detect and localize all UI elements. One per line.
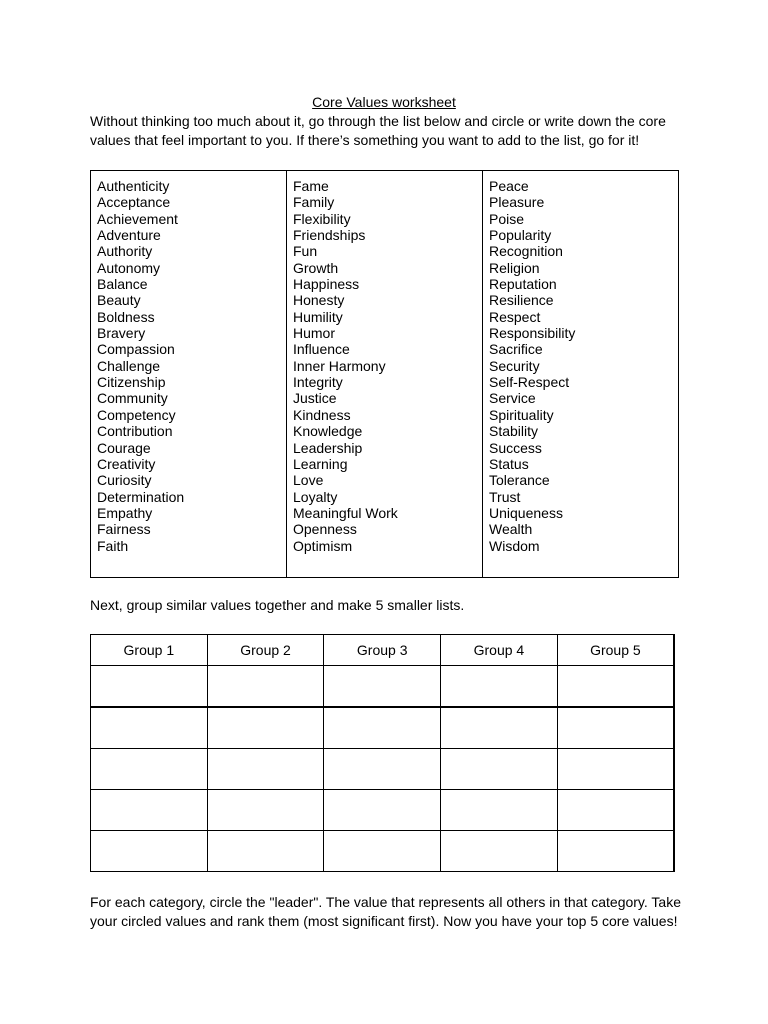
core-value-item[interactable]: Learning (293, 455, 348, 472)
core-value-item[interactable]: Reputation (489, 276, 557, 293)
core-value-item[interactable]: Family (293, 194, 335, 211)
values-list-1 (97, 178, 280, 554)
core-value-item[interactable]: Trust (489, 488, 521, 505)
group-cell[interactable] (441, 707, 558, 749)
group-cell[interactable] (557, 666, 674, 708)
group-row (91, 707, 675, 749)
groups-table (90, 634, 675, 872)
core-value-item[interactable]: Loyalty (293, 488, 338, 505)
group-cell[interactable] (557, 749, 674, 790)
core-value-item[interactable]: Inner Harmony (293, 357, 386, 374)
group-header: Group 1 (91, 635, 208, 666)
core-value-item[interactable]: Bravery (97, 325, 146, 342)
core-value-item[interactable]: Spirituality (489, 406, 554, 423)
core-value-item[interactable]: Determination (97, 488, 185, 505)
core-value-item[interactable]: Wealth (489, 521, 533, 538)
core-value-item[interactable]: Challenge (97, 357, 161, 374)
group-cell[interactable] (441, 831, 558, 872)
core-value-item[interactable]: Responsibility (489, 325, 576, 342)
core-value-item[interactable]: Success (489, 439, 542, 456)
values-list-3 (489, 178, 672, 554)
core-value-item[interactable]: Balance (97, 276, 148, 293)
core-value-item[interactable]: Status (489, 455, 529, 472)
core-value-item[interactable]: Curiosity (97, 472, 152, 489)
group-cell[interactable] (324, 831, 441, 872)
group-cell[interactable] (324, 749, 441, 790)
core-value-item[interactable]: Kindness (293, 406, 351, 423)
core-value-item[interactable]: Happiness (293, 276, 360, 293)
group-row (91, 831, 675, 872)
core-value-item[interactable]: Achievement (97, 210, 178, 227)
group-cell[interactable] (91, 666, 208, 708)
group-cell[interactable] (207, 749, 324, 790)
core-values-table (90, 170, 679, 578)
group-cell[interactable] (441, 749, 558, 790)
core-value-item[interactable]: Security (489, 357, 540, 374)
core-value-item[interactable]: Sacrifice (489, 341, 543, 358)
core-value-item[interactable]: Autonomy (97, 259, 161, 276)
core-value-item[interactable]: Authenticity (97, 178, 170, 194)
group-cell[interactable] (441, 666, 558, 708)
values-row (91, 171, 679, 578)
group-cell[interactable] (207, 790, 324, 831)
core-value-item[interactable]: Fairness (97, 521, 151, 538)
group-cell[interactable] (91, 790, 208, 831)
core-value-item[interactable]: Flexibility (293, 210, 351, 227)
intro-text: Without thinking too much about it, go through the list below and circle or write down the core values that feel important to you. If there’s something you want to add to the list, go for it! (90, 113, 666, 148)
core-value-item[interactable]: Popularity (489, 227, 552, 244)
group-cell[interactable] (91, 831, 208, 872)
core-value-item[interactable]: Tolerance (489, 472, 550, 489)
core-value-item[interactable]: Authority (97, 243, 153, 260)
core-value-item[interactable]: Influence (293, 341, 350, 358)
page-title: Core Values worksheet (312, 94, 456, 110)
group-cell[interactable] (557, 831, 674, 872)
core-value-item[interactable]: Courage (97, 439, 151, 456)
values-column-1 (91, 171, 287, 578)
core-value-item[interactable]: Compassion (97, 341, 175, 358)
core-value-item[interactable]: Growth (293, 259, 339, 276)
core-value-item[interactable]: Justice (293, 390, 337, 407)
group-cell[interactable] (91, 707, 208, 749)
values-list-2 (293, 178, 476, 554)
group-header: Group 4 (441, 635, 558, 666)
group-row (91, 666, 675, 708)
core-value-item[interactable]: Adventure (97, 227, 161, 244)
group-cell[interactable] (324, 790, 441, 831)
core-value-item[interactable]: Uniqueness (489, 504, 563, 521)
core-value-item[interactable]: Humor (293, 325, 336, 342)
group-cell[interactable] (207, 666, 324, 708)
core-value-item[interactable]: Fame (293, 178, 329, 194)
group-row (91, 749, 675, 790)
core-value-item[interactable]: Citizenship (97, 374, 166, 391)
core-value-item[interactable]: Service (489, 390, 536, 407)
outro-text: For each category, circle the "leader". The value that represents all others in that category. Take your circled values and rank them (most significant first). Now you have your top 5 core values! (90, 894, 681, 929)
group-instruction: Next, group similar values together and make 5 smaller lists. (90, 597, 465, 613)
core-value-item[interactable]: Knowledge (293, 423, 363, 440)
core-value-item[interactable]: Peace (489, 178, 529, 194)
group-cell[interactable] (441, 790, 558, 831)
core-value-item[interactable]: Community (97, 390, 168, 407)
group-cell[interactable] (207, 707, 324, 749)
group-cell[interactable] (324, 666, 441, 708)
core-value-item[interactable]: Boldness (97, 308, 155, 325)
core-value-item[interactable]: Faith (97, 537, 129, 554)
core-value-item[interactable]: Empathy (97, 504, 153, 521)
group-cell[interactable] (557, 707, 674, 749)
core-value-item[interactable]: Leadership (293, 439, 363, 456)
group-row (91, 790, 675, 831)
core-value-item[interactable]: Beauty (97, 292, 141, 309)
core-value-item[interactable]: Respect (489, 308, 541, 325)
core-value-item[interactable]: Recognition (489, 243, 563, 260)
core-value-item[interactable]: Love (293, 472, 324, 489)
core-value-item[interactable]: Humility (293, 308, 343, 325)
values-column-3 (483, 171, 679, 578)
core-value-item[interactable]: Creativity (97, 455, 156, 472)
group-header: Group 3 (324, 635, 441, 666)
core-value-item[interactable]: Fun (293, 243, 318, 260)
group-header: Group 2 (207, 635, 324, 666)
core-value-item[interactable]: Pleasure (489, 194, 545, 211)
core-value-item[interactable]: Meaningful Work (293, 504, 398, 521)
core-value-item[interactable]: Friendships (293, 227, 366, 244)
group-cell[interactable] (91, 749, 208, 790)
core-value-item[interactable]: Integrity (293, 374, 343, 391)
group-cell[interactable] (557, 790, 674, 831)
core-value-item[interactable]: Contribution (97, 423, 173, 440)
core-value-item[interactable]: Poise (489, 210, 525, 227)
core-value-item[interactable]: Acceptance (97, 194, 171, 211)
core-value-item[interactable]: Stability (489, 423, 539, 440)
core-value-item[interactable]: Competency (97, 406, 176, 423)
group-cell[interactable] (207, 831, 324, 872)
core-value-item[interactable]: Optimism (293, 537, 353, 554)
core-value-item[interactable]: Wisdom (489, 537, 540, 554)
core-value-item[interactable]: Religion (489, 259, 540, 276)
core-value-item[interactable]: Resilience (489, 292, 554, 309)
groups-header-row (91, 635, 675, 666)
core-value-item[interactable]: Self-Respect (489, 374, 570, 391)
group-header: Group 5 (557, 635, 674, 666)
group-cell[interactable] (324, 707, 441, 749)
core-value-item[interactable]: Honesty (293, 292, 345, 309)
core-value-item[interactable]: Openness (293, 521, 357, 538)
values-column-2 (287, 171, 483, 578)
